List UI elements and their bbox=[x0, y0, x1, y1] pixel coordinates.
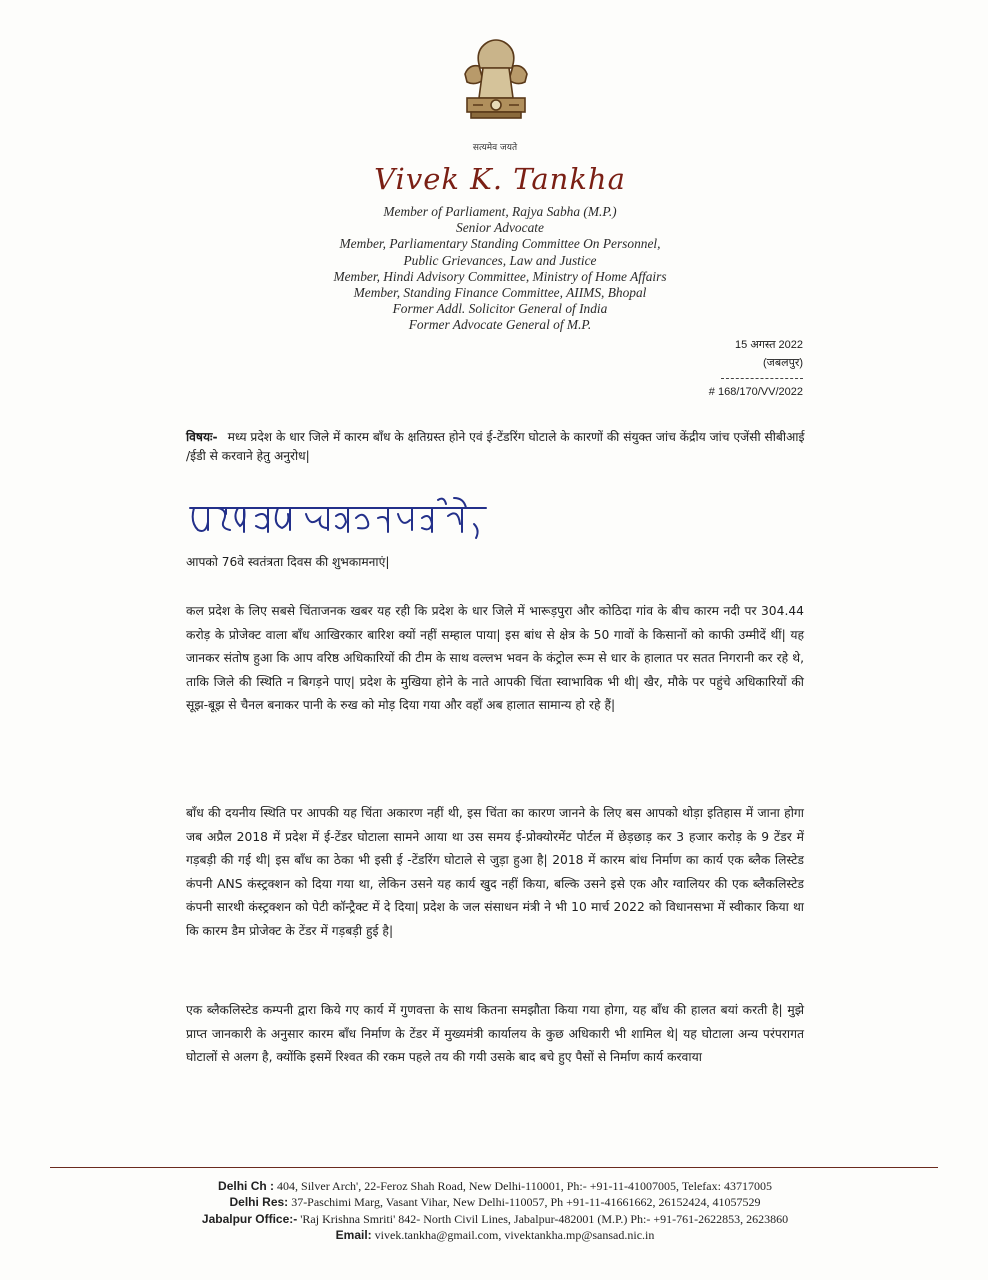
footer-value: 37-Paschimi Marg, Vasant Vihar, New Delhi-110057, Ph +91-11-41661662, 26152424, 41057529 bbox=[291, 1195, 761, 1210]
subject-text: मध्य प्रदेश के धार जिले में कारम बाँध के क्षतिग्रस्त होने एवं ई-टेंडरिंग घोटाले के कारणों की संयुक्त जांच केंद्रीय जांच एजेंसी सीबीआई /ईडी से करवाने हेतु अनुरोध| bbox=[186, 430, 805, 463]
subject-label: विषयः- bbox=[186, 430, 218, 444]
footer-line bbox=[90, 1194, 900, 1210]
footer-contact bbox=[90, 1178, 900, 1244]
designation-line: Former Addl. Solicitor General of India bbox=[392, 301, 608, 317]
designation-list bbox=[250, 204, 750, 334]
emblem-motto: सत्यमेव जयते bbox=[472, 143, 518, 153]
footer-label: Delhi Ch : bbox=[218, 1179, 275, 1193]
letter-place: (जबलपुर) bbox=[763, 357, 803, 369]
designation-line: Former Advocate General of M.P. bbox=[408, 317, 592, 333]
sender-name: Vivek K. Tankha bbox=[374, 162, 626, 196]
designation-line: Member, Standing Finance Committee, AIIMS, Bhopal bbox=[353, 285, 647, 301]
greeting-line: आपको 76वे स्वतंत्रता दिवस की शुभकामनाएं| bbox=[186, 555, 390, 569]
designation-line: Senior Advocate bbox=[456, 220, 544, 236]
footer-line bbox=[90, 1178, 900, 1194]
body-paragraph: एक ब्लैकलिस्टेड कम्पनी द्वारा किये गए कार्य में गुणवत्ता के साथ कितना समझौता किया गया होगा, यह बाँध की हालत बयां करती है| मुझे प्राप्त जानकारी के अनुसार कारम बाँध निर्माण के टेंडर में मुख्यमंत्री कार्यालय के कुछ अधिकारी भी शामिल थे| यह घोटाला अन्य परंपरागत घोटालों से अलग है, क्योंकि इसमें रिश्वत की रकम पहले तय की गयी उसके बाद बचे हुए पैसों से निर्माण कार्य करवाया bbox=[186, 1003, 804, 1065]
footer-divider bbox=[50, 1167, 938, 1168]
handwritten-salutation bbox=[186, 494, 546, 544]
designation-line: Member, Parliamentary Standing Committee On Personnel, bbox=[339, 236, 661, 252]
letter-date: 15 अगस्त 2022 bbox=[735, 339, 803, 351]
reference-number: # 168/170/VV/2022 bbox=[708, 386, 803, 398]
national-emblem-icon bbox=[455, 38, 537, 142]
designation-line: Public Grievances, Law and Justice bbox=[403, 252, 597, 268]
footer-value: 'Raj Krishna Smriti' 842- North Civil Lines, Jabalpur-482001 (M.P.) Ph:- +91-761-2622853, 2623860 bbox=[300, 1211, 789, 1226]
body-paragraph: बाँध की दयनीय स्थिति पर आपकी यह चिंता अकारण नहीं थी, इस चिंता का कारण जानने के लिए बस आपको थोड़ा इतिहास में जाना होगा जब अप्रैल 2018 में प्रदेश में ई-टेंडर घोटाला सामने आया था उस समय ई-प्रोक्योरमेंट पोर्टल में छेड़छाड़ कर 3 हजार करोड़ के 9 टेंडर में गड़बड़ी की गई थी| इस बाँध का ठेका भी इसी ई -टेंडरिंग घोटाले से जुड़ा हुआ है| 2018 में कारम बांध निर्माण का कार्य एक ब्लैक लिस्टेड कंपनी ANS कंस्ट्रक्शन को दिया गया था, लेकिन उसने यह कार्य खुद नहीं किया, बल्कि उसने इसे एक और ग्वालियर की एक ब्लैकलिस्टेड कंपनी सारथी कंस्ट्रक्शन को पेटी कॉन्ट्रैक्ट में दे दिया| प्रदेश के जल संसाधन मंत्री ने भी 10 मार्च 2022 को विधानसभा में स्वीकार किया था कि कारम डैम प्रोजेक्ट के टेंडर में गड़बड़ी हुई है| bbox=[186, 806, 804, 938]
footer-value: 404, Silver Arch', 22-Feroz Shah Road, New Delhi-110001, Ph:- +91-11-41007005, Telefax: 43717005 bbox=[277, 1179, 772, 1193]
email-link[interactable]: vivek.tankha@gmail.com, vivektankha.mp@sansad.nic.in bbox=[374, 1228, 655, 1243]
letter-meta bbox=[709, 336, 803, 401]
footer-line bbox=[90, 1211, 900, 1227]
footer-line bbox=[90, 1227, 900, 1243]
footer-label: Email: bbox=[335, 1228, 372, 1243]
meta-divider bbox=[721, 378, 803, 379]
subject-block bbox=[186, 428, 806, 466]
footer-label: Jabalpur Office:- bbox=[201, 1211, 298, 1226]
body-paragraph: कल प्रदेश के लिए सबसे चिंताजनक खबर यह रही कि प्रदेश के धार जिले में भारूड़पुरा और कोठिदा गांव के बीच कारम नदी पर 304.44 करोड़ के प्रोजेक्ट वाला बाँध आखिरकार बारिश क्यों नहीं सम्हाल पाया| इस बांध से क्षेत्र के 50 गावों के किसानों को काफी उम्मीदें थीं| यह जानकर संतोष हुआ कि आप वरिष्ठ अधिकारियों की टीम के साथ वल्लभ भवन के कंट्रोल रूम से धार के हालात पर सतत निगरानी कर रहे थे, ताकि जिले की स्थिति न बिगड़ने पाए| प्रदेश के मुखिया होने के नाते आपकी चिंता स्वाभाविक भी थी| खैर, मौके पर पहुंचे अधिकारियों की सूझ-बूझ से चैनल बनाकर पानी के रुख को मोड़ दिया गया और वहाँ अब हालात सामान्य हो रहे हैं| bbox=[186, 604, 804, 713]
footer-label: Delhi Res: bbox=[229, 1195, 289, 1210]
designation-line: Member, Hindi Advisory Committee, Ministry of Home Affairs bbox=[333, 268, 667, 284]
designation-line: Member of Parliament, Rajya Sabha (M.P.) bbox=[383, 204, 617, 219]
